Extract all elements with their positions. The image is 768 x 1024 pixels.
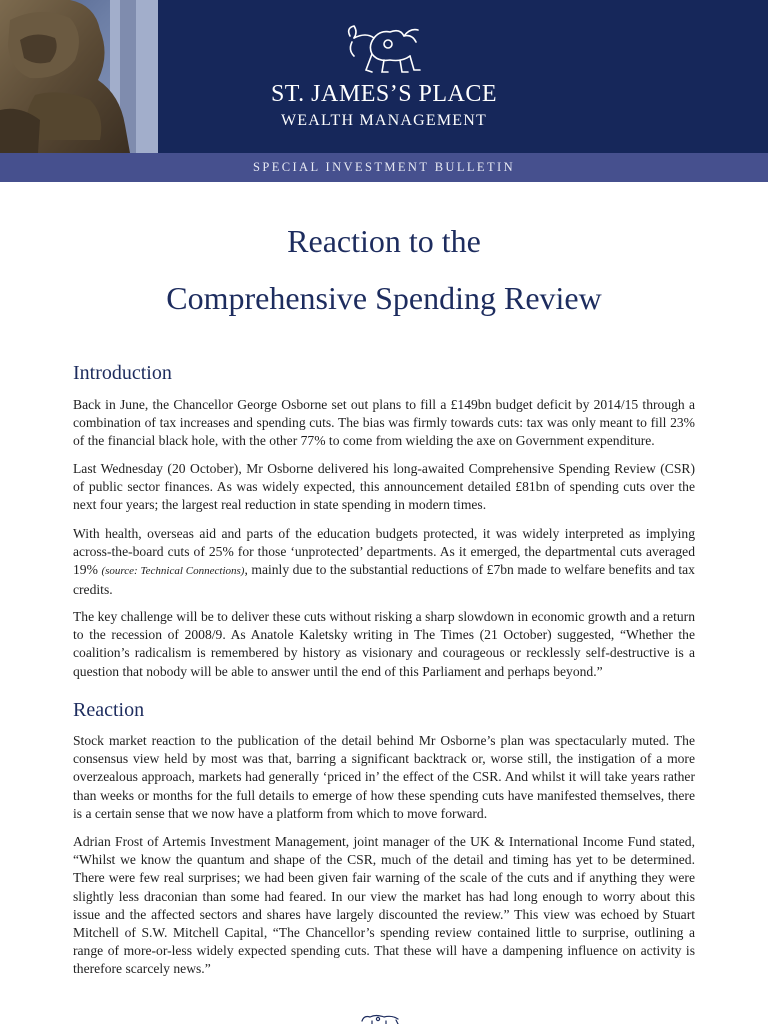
intro-paragraph-3 xyxy=(73,525,695,599)
firm-subtitle: WEALTH MANAGEMENT xyxy=(280,112,487,129)
section-heading-reaction: Reaction xyxy=(73,699,145,721)
firm-name: ST. JAMES’S PLACE xyxy=(270,81,498,107)
intro-paragraph-3-text-a: With health, overseas aid and parts of the education budgets protected, it was widely interpreted as implying across-the-board cuts of 25% for those ‘unprotected’ departments. As it emerged, the departmental cuts averaged 19% xyxy=(73,526,695,578)
reaction-paragraph-2: Adrian Frost of Artemis Investment Management, joint manager of the UK & International Income Fund stated, “Whilst we know the quantum and shape of the CSR, much of the detail and timing has yet to be determined. There were few real surprises; we had been given fair warning of the scale of the cuts and if anything they were slightly less draconian than some had feared. In our view the market has had long enough to worry about this issue and the affected sectors and shares have largely discounted the review.” This view was echoed by Stuart Mitchell of S.W. Mitchell Capital, “The Chancellor’s spending review contained little to surprise, outlining a range of more-or-less widely expected spending cuts. That these will have a dampening influence on activity is therefore scarcely news.” xyxy=(73,834,695,977)
intro-paragraph-2: Last Wednesday (20 October), Mr Osborne delivered his long-awaited Comprehensive Spending Review (CSR) of public sector finances. As was widely expected, this announcement detailed £81bn of spending cuts over the next four years; the largest real reduction in state spending in modern times. xyxy=(73,461,695,513)
page-title-line-2: Comprehensive Spending Review xyxy=(166,280,602,316)
section-heading-introduction: Introduction xyxy=(73,362,172,384)
lion-footer-icon xyxy=(358,1013,404,1024)
intro-paragraph-3-text-b: , mainly due to the substantial reductions of £7bn made to welfare benefits and tax credits. xyxy=(73,562,695,597)
page-title-line-1: Reaction to the xyxy=(287,223,481,259)
intro-paragraph-4: The key challenge will be to deliver these cuts without risking a sharp slowdown in economic growth and a return to the recession of 2008/9. As Anatole Kaletsky writing in The Times (21 October) suggested, “Whether the coalition’s radicalism is remembered by history as visionary and courageous or recklessly self-destructive is a question that nobody will be able to answer until the end of this Parliament and perhaps beyond.” xyxy=(73,609,695,679)
firm-logo-block xyxy=(160,0,608,153)
page-header xyxy=(0,0,768,153)
intro-paragraph-1: Back in June, the Chancellor George Osborne set out plans to fill a £149bn budget deficit by 2014/15 through a combination of tax increases and spending cuts. The bias was firmly towards cuts: tax was only meant to fill 23% of the financial black hole, with the other 77% to come from wielding the axe on Government expenditure. xyxy=(73,397,695,449)
lion-statue-image xyxy=(0,0,158,153)
reaction-paragraph-1: Stock market reaction to the publication of the detail behind Mr Osborne’s plan was spectacularly muted. The consensus view held by most was that, barring a significant backtrack or, worse still, the instigation of a more overzealous approach, markets had generally ‘priced in’ the effect of the CSR. And whilst it will take years rather than weeks or months for the full details to emerge of how these spending cuts have manifested themselves, there is a certain sense that we now have a platform from which to move forward. xyxy=(73,733,695,821)
bulletin-banner: SPECIAL INVESTMENT BULLETIN xyxy=(0,153,768,182)
lion-crest-logo-icon xyxy=(344,22,424,78)
source-citation: (source: Technical Connections) xyxy=(101,565,245,578)
lion-statue-photo xyxy=(0,0,158,153)
